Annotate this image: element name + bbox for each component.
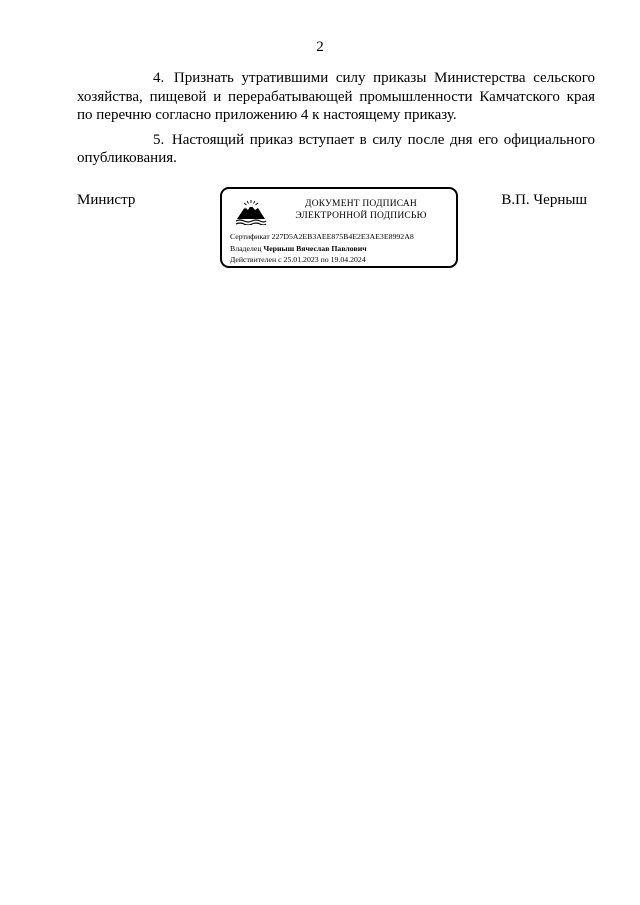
- paragraph-text: Настоящий приказ вступает в силу после дня его официального опубликования.: [77, 131, 595, 166]
- page-number: 2: [316, 39, 324, 55]
- valid-from-word: с: [278, 255, 282, 264]
- paragraph-item-4: [77, 69, 595, 125]
- stamp-details: [230, 231, 456, 266]
- certificate-value: 227D5A2EB3AEE875B4E2E3AE3E8992A8: [271, 232, 414, 241]
- valid-from-date: 25.01.2023: [283, 255, 319, 264]
- paragraph-number: 4.: [153, 70, 165, 86]
- certificate-label: Сертификат: [230, 232, 270, 241]
- document-body: [77, 69, 595, 174]
- paragraph-number: 5.: [153, 131, 165, 148]
- kamchatka-emblem-icon: [234, 199, 268, 225]
- signer-role: Министр: [77, 192, 136, 208]
- owner-value: Черныш Вячеслав Павлович: [263, 243, 367, 253]
- valid-label: Действителен: [230, 255, 277, 264]
- paragraph-text: Признать утратившими силу приказы Министерства сельского хозяйства, пищевой и перерабатывающей промышленности Камчатского края по перечню согласно приложению 4 к настоящему приказу.: [77, 70, 596, 123]
- stamp-owner-line: [230, 243, 456, 255]
- electronic-signature-stamp: [220, 187, 458, 268]
- stamp-certificate-line: [230, 231, 456, 243]
- owner-label: Владелец: [230, 243, 262, 253]
- stamp-heading-line-1: ДОКУМЕНТ ПОДПИСАН: [305, 199, 417, 209]
- stamp-heading-line-2: ЭЛЕКТРОННОЙ ПОДПИСЬЮ: [295, 211, 427, 221]
- stamp-validity-line: [230, 254, 456, 266]
- signer-name: В.П. Черныш: [501, 192, 587, 208]
- stamp-heading: [272, 198, 450, 222]
- valid-to-date: 19.04.2024: [330, 255, 366, 264]
- valid-to-word: по: [320, 255, 329, 264]
- paragraph-item-5: [77, 131, 595, 168]
